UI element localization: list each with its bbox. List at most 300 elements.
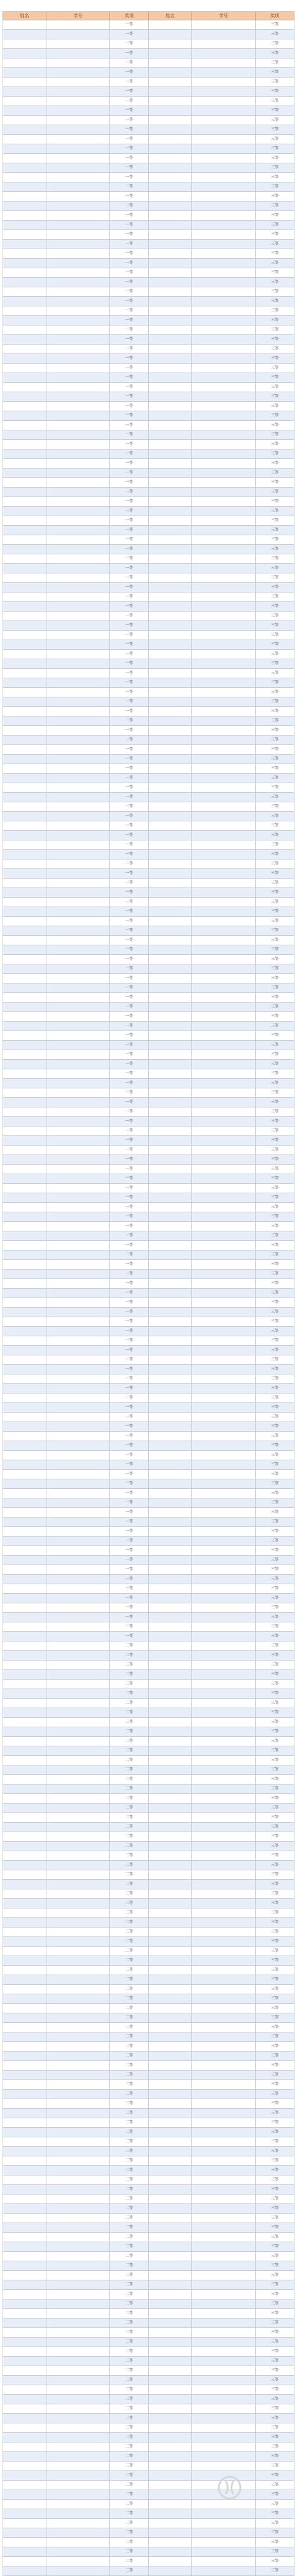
table-row xyxy=(3,1737,294,1746)
cell-name-right xyxy=(149,583,192,593)
table-row xyxy=(3,755,294,764)
cell-id-left xyxy=(46,2280,110,2290)
table-row xyxy=(3,812,294,821)
cell-id-left xyxy=(46,2013,110,2023)
cell-id-right xyxy=(192,1270,256,1279)
cell-id-right xyxy=(192,2280,256,2290)
table-row xyxy=(3,2404,294,2414)
table-row xyxy=(3,621,294,631)
cell-id-left xyxy=(46,1441,110,1451)
cell-id-left xyxy=(46,2547,110,2557)
cell-name-right xyxy=(149,78,192,87)
cell-id-right xyxy=(192,1127,256,1136)
table-row xyxy=(3,306,294,316)
cell-award-right: 三等 xyxy=(256,1575,294,1584)
cell-id-right xyxy=(192,1479,256,1489)
cell-award-right: 三等 xyxy=(256,2052,294,2061)
cell-name-right xyxy=(149,68,192,78)
table-row xyxy=(3,1394,294,1403)
cell-award-left: 一等 xyxy=(110,650,149,659)
cell-name-left xyxy=(3,1556,46,1565)
table-row xyxy=(3,1174,294,1184)
cell-award-left: 一等 xyxy=(110,211,149,221)
table-row xyxy=(3,2061,294,2071)
cell-id-left xyxy=(46,1098,110,1107)
cell-award-right: 三等 xyxy=(256,2338,294,2347)
cell-id-right xyxy=(192,2309,256,2319)
cell-name-right xyxy=(149,507,192,516)
cell-name-right xyxy=(149,2137,192,2147)
cell-award-left: 一等 xyxy=(110,964,149,974)
cell-name-left xyxy=(3,1928,46,1937)
cell-id-right xyxy=(192,621,256,631)
cell-id-right xyxy=(192,1527,256,1537)
cell-award-right: 三等 xyxy=(256,1641,294,1651)
cell-award-right: 三等 xyxy=(256,1746,294,1756)
cell-name-right xyxy=(149,2538,192,2547)
cell-award-left: 二等 xyxy=(110,2366,149,2376)
cell-id-left xyxy=(46,2490,110,2500)
cell-award-right: 三等 xyxy=(256,383,294,392)
cell-id-right xyxy=(192,278,256,287)
cell-name-right xyxy=(149,2042,192,2052)
table-row xyxy=(3,631,294,640)
cell-id-right xyxy=(192,650,256,659)
cell-name-left xyxy=(3,2128,46,2137)
cell-award-right: 三等 xyxy=(256,297,294,306)
cell-award-left: 二等 xyxy=(110,2376,149,2385)
table-row xyxy=(3,2547,294,2557)
cell-id-right xyxy=(192,1756,256,1765)
cell-award-right: 三等 xyxy=(256,2328,294,2338)
cell-award-left: 一等 xyxy=(110,1174,149,1184)
cell-id-left xyxy=(46,2557,110,2566)
cell-id-right xyxy=(192,2118,256,2128)
cell-id-right xyxy=(192,1422,256,1432)
cell-name-left xyxy=(3,30,46,39)
cell-name-right xyxy=(149,716,192,726)
cell-name-right xyxy=(149,1889,192,1899)
cell-id-right xyxy=(192,2013,256,2023)
cell-award-right: 三等 xyxy=(256,1460,294,1470)
table-row xyxy=(3,1842,294,1851)
cell-id-right xyxy=(192,1031,256,1041)
cell-award-left: 一等 xyxy=(110,1489,149,1498)
cell-award-left: 二等 xyxy=(110,2385,149,2395)
cell-award-left: 一等 xyxy=(110,268,149,278)
cell-award-left: 一等 xyxy=(110,974,149,983)
cell-award-right: 三等 xyxy=(256,1107,294,1117)
cell-award-right: 三等 xyxy=(256,1355,294,1365)
cell-award-right: 三等 xyxy=(256,1451,294,1460)
cell-name-right xyxy=(149,802,192,812)
cell-name-left xyxy=(3,2261,46,2271)
cell-name-right xyxy=(149,1870,192,1880)
cell-name-right xyxy=(149,726,192,736)
cell-award-left: 二等 xyxy=(110,2261,149,2271)
cell-name-left xyxy=(3,2052,46,2061)
cell-award-right: 三等 xyxy=(256,106,294,116)
cell-name-left xyxy=(3,2090,46,2099)
cell-id-right xyxy=(192,2357,256,2366)
cell-id-left xyxy=(46,182,110,192)
cell-id-left xyxy=(46,459,110,469)
cell-name-left xyxy=(3,240,46,249)
table-row xyxy=(3,716,294,726)
cell-id-right xyxy=(192,1060,256,1069)
cell-award-left: 二等 xyxy=(110,2299,149,2309)
table-row xyxy=(3,1928,294,1937)
cell-id-right xyxy=(192,478,256,488)
cell-award-left: 一等 xyxy=(110,249,149,259)
table-row xyxy=(3,1661,294,1670)
cell-award-left: 一等 xyxy=(110,68,149,78)
cell-name-right xyxy=(149,888,192,898)
cell-award-left: 二等 xyxy=(110,1680,149,1689)
cell-id-left xyxy=(46,316,110,325)
cell-award-left: 二等 xyxy=(110,2452,149,2462)
cell-id-left xyxy=(46,97,110,106)
cell-award-right: 三等 xyxy=(256,2528,294,2538)
cell-id-left xyxy=(46,678,110,688)
cell-id-left xyxy=(46,354,110,364)
cell-id-right xyxy=(192,1823,256,1832)
cell-id-right xyxy=(192,907,256,917)
table-row xyxy=(3,1003,294,1012)
cell-name-right xyxy=(149,2481,192,2490)
cell-award-left: 一等 xyxy=(110,1155,149,1165)
cell-id-right xyxy=(192,2061,256,2071)
cell-id-left xyxy=(46,1785,110,1794)
cell-name-right xyxy=(149,2490,192,2500)
table-row xyxy=(3,2128,294,2137)
cell-award-right: 三等 xyxy=(256,1765,294,1775)
cell-award-right: 三等 xyxy=(256,602,294,612)
cell-award-left: 二等 xyxy=(110,2052,149,2061)
cell-name-right xyxy=(149,1260,192,1270)
cell-name-left xyxy=(3,1575,46,1584)
cell-id-left xyxy=(46,1050,110,1060)
cell-id-left xyxy=(46,2223,110,2233)
table-row xyxy=(3,2347,294,2357)
cell-award-left: 一等 xyxy=(110,20,149,30)
table-row xyxy=(3,2423,294,2433)
cell-name-right xyxy=(149,2271,192,2280)
table-row xyxy=(3,354,294,364)
cell-id-left xyxy=(46,1851,110,1861)
cell-name-right xyxy=(149,306,192,316)
cell-id-right xyxy=(192,1908,256,1918)
cell-name-left xyxy=(3,1203,46,1212)
cell-id-left xyxy=(46,1298,110,1308)
cell-id-right xyxy=(192,802,256,812)
cell-award-right: 三等 xyxy=(256,2347,294,2357)
table-row xyxy=(3,1184,294,1193)
cell-award-left: 二等 xyxy=(110,1651,149,1661)
cell-name-right xyxy=(149,1727,192,1737)
table-row xyxy=(3,1718,294,1727)
table-row xyxy=(3,1031,294,1041)
cell-id-left xyxy=(46,1908,110,1918)
cell-award-left: 一等 xyxy=(110,1546,149,1556)
cell-id-right xyxy=(192,840,256,850)
cell-award-left: 一等 xyxy=(110,459,149,469)
cell-name-left xyxy=(3,1603,46,1613)
cell-award-left: 一等 xyxy=(110,669,149,678)
cell-id-right xyxy=(192,1804,256,1813)
cell-id-left xyxy=(46,583,110,593)
cell-award-left: 二等 xyxy=(110,1661,149,1670)
cell-id-left xyxy=(46,1842,110,1851)
cell-name-left xyxy=(3,1003,46,1012)
cell-name-right xyxy=(149,2395,192,2404)
cell-award-right: 三等 xyxy=(256,1651,294,1661)
cell-name-right xyxy=(149,2223,192,2233)
cell-id-right xyxy=(192,1394,256,1403)
table-row xyxy=(3,1355,294,1365)
cell-id-right xyxy=(192,2204,256,2214)
cell-award-right: 三等 xyxy=(256,249,294,259)
cell-award-left: 一等 xyxy=(110,182,149,192)
cell-name-right xyxy=(149,2175,192,2185)
table-row xyxy=(3,2290,294,2299)
cell-name-left xyxy=(3,1355,46,1365)
cell-id-left xyxy=(46,1174,110,1184)
table-row xyxy=(3,78,294,87)
cell-name-right xyxy=(149,564,192,573)
cell-id-left xyxy=(46,1594,110,1603)
cell-award-right: 三等 xyxy=(256,2481,294,2490)
cell-name-right xyxy=(149,983,192,993)
table-row xyxy=(3,1680,294,1689)
cell-award-left: 一等 xyxy=(110,821,149,831)
cell-id-right xyxy=(192,1289,256,1298)
cell-award-right: 三等 xyxy=(256,545,294,554)
table-row xyxy=(3,2013,294,2023)
cell-award-right: 三等 xyxy=(256,983,294,993)
cell-award-left: 一等 xyxy=(110,831,149,840)
cell-name-right xyxy=(149,1422,192,1432)
cell-id-right xyxy=(192,97,256,106)
cell-award-left: 二等 xyxy=(110,2433,149,2442)
cell-award-left: 二等 xyxy=(110,1737,149,1746)
cell-award-left: 二等 xyxy=(110,1641,149,1651)
cell-award-right: 三等 xyxy=(256,1775,294,1785)
cell-name-left xyxy=(3,2233,46,2242)
table-row xyxy=(3,1365,294,1374)
cell-name-right xyxy=(149,354,192,364)
cell-name-left xyxy=(3,1727,46,1737)
cell-award-left: 一等 xyxy=(110,1565,149,1575)
cell-name-right xyxy=(149,163,192,173)
cell-id-left xyxy=(46,1088,110,1098)
cell-award-left: 一等 xyxy=(110,1527,149,1537)
cell-name-left xyxy=(3,1613,46,1622)
cell-name-left xyxy=(3,49,46,58)
cell-award-right: 三等 xyxy=(256,1413,294,1422)
cell-award-right: 三等 xyxy=(256,1165,294,1174)
cell-award-left: 一等 xyxy=(110,736,149,745)
cell-id-right xyxy=(192,1708,256,1718)
cell-award-left: 一等 xyxy=(110,421,149,430)
cell-id-left xyxy=(46,2338,110,2347)
cell-award-right: 三等 xyxy=(256,726,294,736)
table-row xyxy=(3,926,294,936)
cell-award-right: 三等 xyxy=(256,917,294,926)
cell-name-left xyxy=(3,411,46,421)
cell-name-left xyxy=(3,688,46,697)
cell-name-right xyxy=(149,2557,192,2566)
cell-award-right: 三等 xyxy=(256,1985,294,1994)
table-row xyxy=(3,745,294,755)
cell-name-left xyxy=(3,1165,46,1174)
cell-award-right: 三等 xyxy=(256,593,294,602)
cell-award-right: 三等 xyxy=(256,1050,294,1060)
cell-award-right: 三等 xyxy=(256,2128,294,2137)
cell-name-left xyxy=(3,1432,46,1441)
cell-id-right xyxy=(192,459,256,469)
table-row xyxy=(3,612,294,621)
cell-award-right: 三等 xyxy=(256,2395,294,2404)
cell-name-right xyxy=(149,1184,192,1193)
cell-id-left xyxy=(46,831,110,840)
table-row xyxy=(3,1832,294,1842)
cell-id-left xyxy=(46,1384,110,1394)
cell-id-right xyxy=(192,974,256,983)
cell-award-left: 一等 xyxy=(110,1413,149,1422)
cell-id-left xyxy=(46,2252,110,2261)
table-row xyxy=(3,1079,294,1088)
cell-award-right: 三等 xyxy=(256,2261,294,2271)
cell-name-left xyxy=(3,2290,46,2299)
cell-name-right xyxy=(149,2290,192,2299)
cell-id-right xyxy=(192,1365,256,1374)
cell-award-right: 三等 xyxy=(256,1394,294,1403)
cell-id-left xyxy=(46,1975,110,1985)
cell-name-right xyxy=(149,764,192,774)
cell-id-right xyxy=(192,1661,256,1670)
cell-name-left xyxy=(3,869,46,879)
cell-name-right xyxy=(149,278,192,287)
cell-award-left: 二等 xyxy=(110,2423,149,2433)
cell-award-right: 三等 xyxy=(256,1622,294,1632)
cell-award-left: 二等 xyxy=(110,1851,149,1861)
cell-id-right xyxy=(192,2090,256,2099)
cell-name-right xyxy=(149,1794,192,1804)
cell-award-left: 一等 xyxy=(110,631,149,640)
cell-name-right xyxy=(149,1279,192,1289)
table-row xyxy=(3,2137,294,2147)
cell-name-right xyxy=(149,182,192,192)
cell-award-right: 三等 xyxy=(256,764,294,774)
cell-name-left xyxy=(3,2547,46,2557)
cell-award-right: 三等 xyxy=(256,1022,294,1031)
cell-name-left xyxy=(3,1899,46,1908)
cell-name-left xyxy=(3,430,46,440)
table-row xyxy=(3,1508,294,1518)
cell-name-left xyxy=(3,907,46,917)
cell-id-left xyxy=(46,1556,110,1565)
table-row xyxy=(3,39,294,49)
cell-id-right xyxy=(192,1298,256,1308)
cell-award-left: 一等 xyxy=(110,202,149,211)
cell-name-left xyxy=(3,306,46,316)
table-row xyxy=(3,1823,294,1832)
table-row xyxy=(3,1947,294,1956)
cell-id-left xyxy=(46,1823,110,1832)
cell-name-left xyxy=(3,1470,46,1479)
cell-id-right xyxy=(192,612,256,621)
table-row xyxy=(3,1994,294,2004)
cell-name-right xyxy=(149,1250,192,1260)
cell-name-right xyxy=(149,1050,192,1060)
table-row xyxy=(3,259,294,268)
cell-id-left xyxy=(46,125,110,135)
cell-name-left xyxy=(3,1861,46,1870)
publisher-logo-icon xyxy=(217,2475,242,2500)
cell-award-left: 二等 xyxy=(110,1956,149,1966)
cell-name-right xyxy=(149,1403,192,1413)
cell-name-right xyxy=(149,2347,192,2357)
cell-id-left xyxy=(46,268,110,278)
cell-award-left: 一等 xyxy=(110,1479,149,1489)
cell-name-left xyxy=(3,1832,46,1842)
cell-name-right xyxy=(149,1908,192,1918)
table-row xyxy=(3,659,294,669)
cell-award-left: 一等 xyxy=(110,516,149,526)
table-row xyxy=(3,917,294,926)
table-row xyxy=(3,650,294,659)
cell-name-right xyxy=(149,1785,192,1794)
cell-id-right xyxy=(192,1451,256,1460)
cell-name-right xyxy=(149,2004,192,2013)
table-row xyxy=(3,2042,294,2052)
cell-id-left xyxy=(46,1470,110,1479)
cell-award-right: 三等 xyxy=(256,1365,294,1374)
cell-award-right: 三等 xyxy=(256,936,294,945)
cell-id-left xyxy=(46,1127,110,1136)
cell-id-right xyxy=(192,1956,256,1966)
cell-award-left: 二等 xyxy=(110,2118,149,2128)
table-row xyxy=(3,1613,294,1622)
cell-award-left: 一等 xyxy=(110,259,149,268)
cell-award-right: 三等 xyxy=(256,459,294,469)
cell-name-right xyxy=(149,58,192,68)
cell-award-right: 三等 xyxy=(256,2290,294,2299)
cell-id-left xyxy=(46,1537,110,1546)
cell-name-left xyxy=(3,1966,46,1975)
cell-award-left: 二等 xyxy=(110,2032,149,2042)
cell-id-left xyxy=(46,888,110,898)
table-row xyxy=(3,173,294,182)
cell-name-left xyxy=(3,1022,46,1031)
cell-name-left xyxy=(3,1708,46,1718)
cell-id-left xyxy=(46,2319,110,2328)
cell-award-left: 二等 xyxy=(110,2185,149,2195)
cell-award-right: 三等 xyxy=(256,1127,294,1136)
cell-id-left xyxy=(46,1136,110,1146)
cell-award-right: 三等 xyxy=(256,116,294,125)
cell-award-right: 三等 xyxy=(256,1918,294,1928)
cell-award-right: 三等 xyxy=(256,240,294,249)
table-row xyxy=(3,888,294,898)
cell-name-left xyxy=(3,2557,46,2566)
cell-award-right: 三等 xyxy=(256,2385,294,2395)
cell-name-right xyxy=(149,964,192,974)
cell-name-right xyxy=(149,2261,192,2271)
cell-id-right xyxy=(192,2042,256,2052)
cell-name-right xyxy=(149,697,192,707)
